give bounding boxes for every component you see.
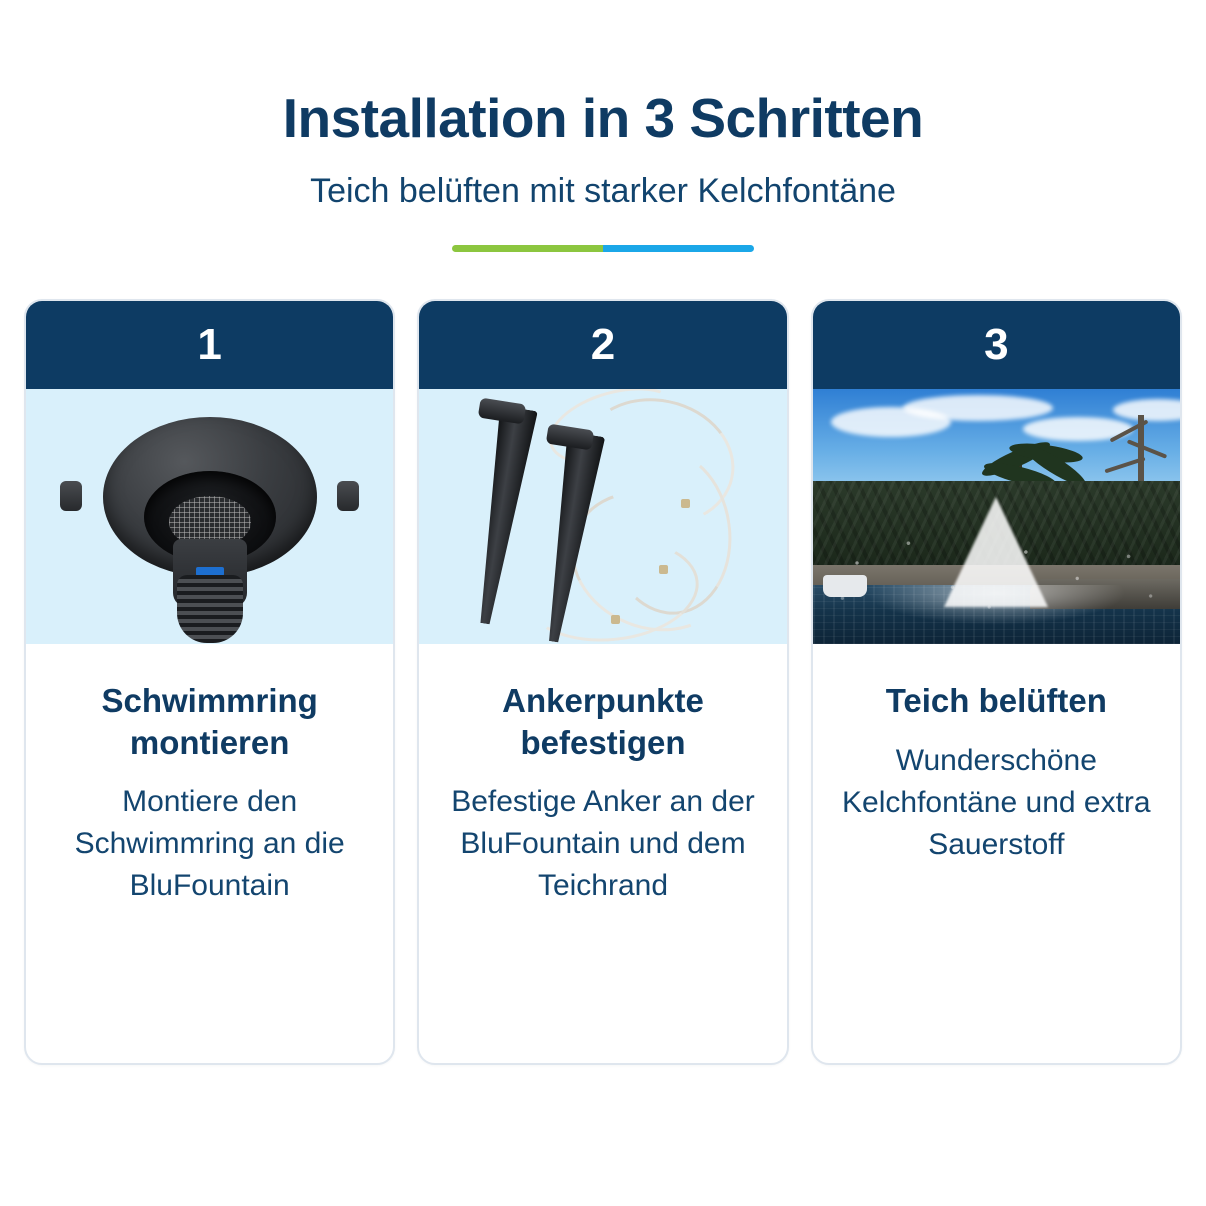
step-number-badge-3: 3 <box>813 301 1180 389</box>
floating-ring-pump-icon <box>26 389 393 644</box>
step-body-3 <box>813 644 1180 891</box>
step-body-1 <box>26 644 393 933</box>
step-image-1 <box>26 389 393 644</box>
step-text-3: Wunderschöne Kelchfontäne und extra Sauerstoff <box>842 743 1151 861</box>
step-card-3 <box>811 299 1182 1065</box>
page-header <box>0 0 1206 252</box>
step-title-1: Schwimmring montieren <box>101 682 318 761</box>
step-image-2 <box>419 389 786 644</box>
step-body-2 <box>419 644 786 933</box>
step-text-1: Montiere den Schwimmring an die BluFountain <box>74 784 345 902</box>
step-title-3: Teich belüften <box>885 682 1107 720</box>
divider-wrap <box>0 245 1206 252</box>
anchor-spikes-icon <box>419 389 786 644</box>
divider-segment-blue <box>603 245 754 252</box>
accent-divider <box>452 245 754 252</box>
pond-fountain-photo-icon <box>813 389 1180 644</box>
steps-container <box>0 299 1206 1065</box>
step-number-badge-2: 2 <box>419 301 786 389</box>
step-card-1 <box>24 299 395 1065</box>
step-card-2 <box>417 299 788 1065</box>
step-title-2: Ankerpunkte befestigen <box>502 682 704 761</box>
page-title: Installation in 3 Schritten <box>282 87 924 149</box>
step-text-2: Befestige Anker an der BluFountain und dem Teichrand <box>451 784 755 902</box>
step-image-3 <box>813 389 1180 644</box>
page-subtitle: Teich belüften mit starker Kelchfontäne <box>310 171 896 210</box>
step-number-badge-1: 1 <box>26 301 393 389</box>
divider-segment-green <box>452 245 603 252</box>
